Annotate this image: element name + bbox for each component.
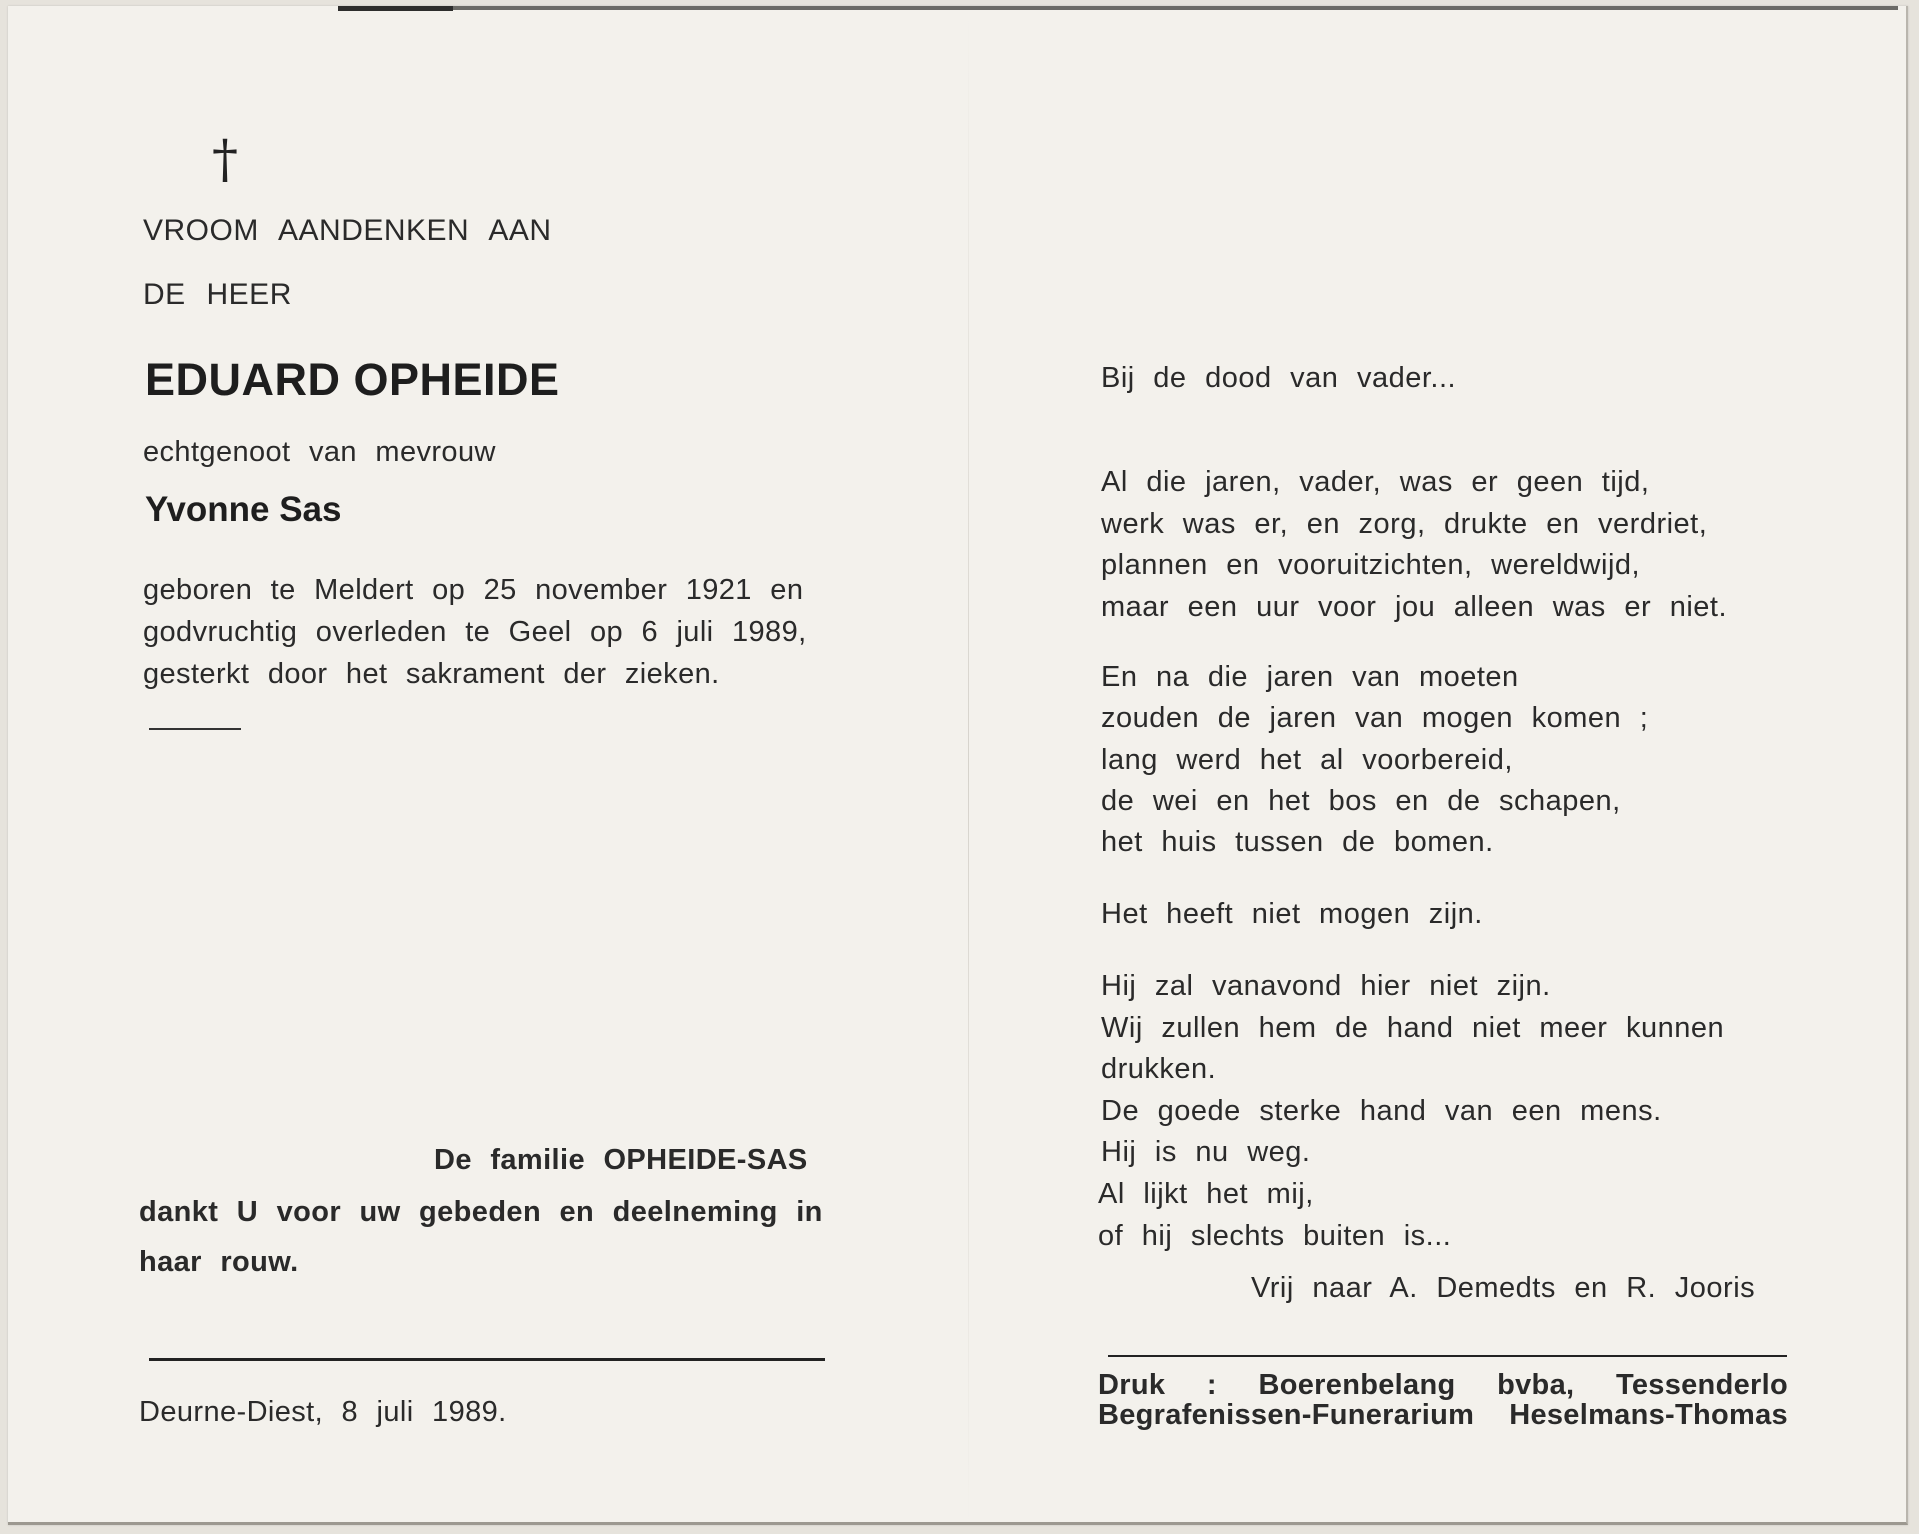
poem-line: Wij zullen hem de hand niet meer kunnen <box>1101 1012 1725 1044</box>
bio-line-2: godvruchtig overleden te Geel op 6 juli 1989, <box>143 616 807 648</box>
top-edge-tab <box>338 6 453 11</box>
poem-line: Hij is nu weg. <box>1101 1136 1311 1168</box>
deceased-name: EDUARD OPHEIDE <box>145 354 560 405</box>
thanks-line-1: De familie OPHEIDE-SAS <box>434 1144 808 1176</box>
poem-line: Al die jaren, vader, was er geen tijd, <box>1101 466 1650 498</box>
poem-line: werk was er, en zorg, drukte en verdriet, <box>1101 508 1708 540</box>
poem-line: drukken. <box>1101 1053 1217 1085</box>
bottom-divider-left <box>149 1358 825 1361</box>
thanks-line-2: dankt U voor uw gebeden en deelneming in <box>139 1196 823 1228</box>
poem-line: het huis tussen de bomen. <box>1101 826 1494 858</box>
heading-line-1: VROOM AANDENKEN AAN <box>143 214 552 247</box>
poem-line: Hij zal vanavond hier niet zijn. <box>1101 970 1551 1002</box>
printer-city: Tessenderlo <box>1615 1369 1788 1401</box>
poem-line: En na die jaren van moeten <box>1101 661 1519 693</box>
poem-line: De goede sterke hand van een mens. <box>1101 1095 1662 1127</box>
poem-line: maar een uur voor jou alleen was er niet. <box>1101 591 1728 623</box>
printer-line-1 <box>1098 1369 1788 1402</box>
printer-company-type: bvba, <box>1497 1369 1575 1401</box>
bio-line-3: gesterkt door het sakrament der zieken. <box>143 658 720 690</box>
printer-line-2 <box>1098 1399 1788 1432</box>
poem-title: Bij de dood van vader... <box>1101 362 1457 394</box>
top-edge-strip <box>338 6 1898 10</box>
thanks-line-3: haar rouw. <box>139 1246 299 1278</box>
poem-line: plannen en vooruitzichten, wereldwijd, <box>1101 549 1641 581</box>
short-divider <box>149 728 241 730</box>
poem-attribution: Vrij naar A. Demedts en R. Jooris <box>1251 1272 1756 1304</box>
poem-line: lang werd het al voorbereid, <box>1101 744 1513 776</box>
spouse-name: Yvonne Sas <box>145 490 342 529</box>
heading-line-2: DE HEER <box>143 278 292 311</box>
printer-separator: : <box>1206 1369 1217 1401</box>
printer-label: Druk <box>1098 1369 1166 1401</box>
card-fold-line <box>968 12 969 1528</box>
place-date: Deurne-Diest, 8 juli 1989. <box>139 1396 507 1428</box>
cross-icon: † <box>212 130 238 190</box>
memorial-card <box>8 6 1908 1525</box>
poem-line: de wei en het bos en de schapen, <box>1101 785 1621 817</box>
poem-line: Al lijkt het mij, <box>1098 1178 1314 1210</box>
poem-line: zouden de jaren van mogen komen ; <box>1101 702 1649 734</box>
bio-line-1: geboren te Meldert op 25 november 1921 en <box>143 574 804 606</box>
relation-text: echtgenoot van mevrouw <box>143 436 496 468</box>
bottom-divider-right <box>1108 1355 1787 1357</box>
funeral-home: Begrafenissen-Funerarium <box>1098 1399 1475 1431</box>
printer-company: Boerenbelang <box>1258 1369 1456 1401</box>
funeral-home-name: Heselmans-Thomas <box>1509 1399 1788 1431</box>
poem-line: Het heeft niet mogen zijn. <box>1101 898 1483 930</box>
poem-line: of hij slechts buiten is... <box>1098 1220 1452 1252</box>
